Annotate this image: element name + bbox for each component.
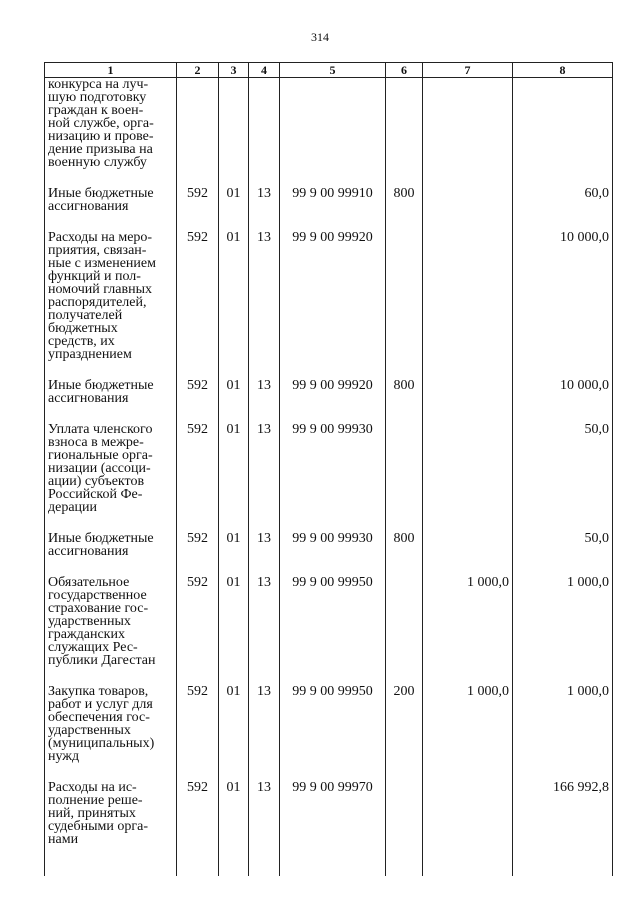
cell-name: Закупка товаров, работ и услуг для обеспечения гос- ударственных (муниципальных) нужд: [45, 685, 177, 763]
table-row: [45, 532, 613, 558]
spacer-cell: [280, 846, 386, 876]
spacer-cell: [386, 169, 423, 187]
spacer-cell: [45, 558, 177, 576]
cell-section: 01: [219, 423, 249, 514]
cell-amount-7: [423, 379, 513, 405]
spacer-cell: [249, 514, 280, 532]
cell-amount-7: [423, 187, 513, 213]
column-header-3: 3: [219, 63, 249, 78]
spacer-cell: [423, 667, 513, 685]
column-header-5: 5: [280, 63, 386, 78]
spacer-cell: [513, 213, 613, 231]
spacer-cell: [280, 169, 386, 187]
column-header-8: 8: [513, 63, 613, 78]
spacer-cell: [386, 667, 423, 685]
cell-code: 592: [177, 532, 219, 558]
spacer-cell: [249, 667, 280, 685]
spacer-cell: [280, 405, 386, 423]
spacer-cell: [177, 361, 219, 379]
row-spacer: [45, 405, 613, 423]
spacer-cell: [45, 667, 177, 685]
cell-subsection: 13: [249, 576, 280, 667]
row-spacer: [45, 213, 613, 231]
spacer-cell: [423, 558, 513, 576]
cell-amount-7: [423, 78, 513, 170]
spacer-cell: [219, 846, 249, 876]
spacer-cell: [280, 667, 386, 685]
spacer-cell: [423, 361, 513, 379]
cell-name: Расходы на меро- приятия, связан- ные с изменением функций и пол- номочий главных распорядителей, получателей бюджетных средств, их упразднением: [45, 231, 177, 361]
spacer-cell: [249, 558, 280, 576]
spacer-cell: [45, 213, 177, 231]
spacer-cell: [513, 514, 613, 532]
page-number: 314: [311, 30, 329, 44]
cell-subsection: 13: [249, 781, 280, 846]
row-spacer: [45, 514, 613, 532]
cell-subsection: 13: [249, 231, 280, 361]
spacer-cell: [45, 361, 177, 379]
spacer-cell: [219, 514, 249, 532]
cell-code: 592: [177, 187, 219, 213]
cell-section: 01: [219, 532, 249, 558]
cell-amount-7: [423, 231, 513, 361]
spacer-cell: [249, 846, 280, 876]
spacer-cell: [513, 846, 613, 876]
cell-amount-8: 50,0: [513, 532, 613, 558]
spacer-cell: [280, 763, 386, 781]
spacer-cell: [249, 361, 280, 379]
cell-amount-7: [423, 532, 513, 558]
spacer-cell: [177, 846, 219, 876]
table-row: [45, 685, 613, 763]
spacer-cell: [423, 846, 513, 876]
spacer-cell: [45, 169, 177, 187]
cell-amount-8: [513, 78, 613, 170]
spacer-cell: [423, 169, 513, 187]
cell-target-article: 99 9 00 99970: [280, 781, 386, 846]
cell-subsection: 13: [249, 532, 280, 558]
cell-code: 592: [177, 231, 219, 361]
cell-target-article: 99 9 00 99930: [280, 423, 386, 514]
budget-table: [44, 62, 613, 876]
table-row: [45, 576, 613, 667]
cell-section: [219, 78, 249, 170]
cell-amount-8: 50,0: [513, 423, 613, 514]
cell-subsection: 13: [249, 423, 280, 514]
cell-section: 01: [219, 685, 249, 763]
spacer-cell: [386, 558, 423, 576]
cell-expense-type: 800: [386, 379, 423, 405]
spacer-cell: [177, 514, 219, 532]
spacer-cell: [513, 763, 613, 781]
spacer-cell: [280, 514, 386, 532]
cell-code: [177, 78, 219, 170]
cell-expense-type: 200: [386, 685, 423, 763]
spacer-cell: [45, 405, 177, 423]
table-row: [45, 423, 613, 514]
cell-target-article: 99 9 00 99930: [280, 532, 386, 558]
cell-subsection: 13: [249, 187, 280, 213]
cell-section: 01: [219, 379, 249, 405]
cell-amount-8: 1 000,0: [513, 685, 613, 763]
spacer-cell: [423, 763, 513, 781]
spacer-cell: [177, 558, 219, 576]
row-spacer: [45, 558, 613, 576]
spacer-cell: [423, 514, 513, 532]
spacer-cell: [386, 361, 423, 379]
row-spacer: [45, 169, 613, 187]
cell-code: 592: [177, 379, 219, 405]
cell-amount-7: [423, 423, 513, 514]
cell-name: Уплата членского взноса в межре- гиональные орга- низации (ассоци- ации) субъектов Российской Фе- дерации: [45, 423, 177, 514]
spacer-cell: [177, 213, 219, 231]
spacer-cell: [177, 405, 219, 423]
row-spacer: [45, 846, 613, 876]
spacer-cell: [249, 405, 280, 423]
column-header-6: 6: [386, 63, 423, 78]
cell-code: 592: [177, 576, 219, 667]
spacer-cell: [280, 361, 386, 379]
cell-name: конкурса на луч- шую подготовку граждан к воен- ной службе, орга- низацию и прове- дение призыва на военную службу: [45, 78, 177, 170]
table-row: [45, 379, 613, 405]
cell-name: Обязательное государственное страхование гос- ударственных гражданских служащих Рес- публики Дагестан: [45, 576, 177, 667]
spacer-cell: [219, 169, 249, 187]
cell-expense-type: 800: [386, 187, 423, 213]
cell-expense-type: [386, 781, 423, 846]
spacer-cell: [249, 169, 280, 187]
table-row: [45, 231, 613, 361]
column-header-1: 1: [45, 63, 177, 78]
cell-section: 01: [219, 187, 249, 213]
cell-target-article: 99 9 00 99920: [280, 231, 386, 361]
spacer-cell: [219, 405, 249, 423]
cell-expense-type: [386, 423, 423, 514]
cell-expense-type: 800: [386, 532, 423, 558]
table-row: [45, 78, 613, 170]
spacer-cell: [513, 361, 613, 379]
spacer-cell: [45, 846, 177, 876]
table-row: [45, 781, 613, 846]
row-spacer: [45, 763, 613, 781]
spacer-cell: [249, 763, 280, 781]
cell-amount-8: 1 000,0: [513, 576, 613, 667]
spacer-cell: [513, 405, 613, 423]
spacer-cell: [45, 514, 177, 532]
row-spacer: [45, 361, 613, 379]
spacer-cell: [423, 213, 513, 231]
column-header-2: 2: [177, 63, 219, 78]
cell-target-article: 99 9 00 99950: [280, 685, 386, 763]
spacer-cell: [386, 405, 423, 423]
cell-target-article: 99 9 00 99920: [280, 379, 386, 405]
spacer-cell: [249, 213, 280, 231]
spacer-cell: [45, 763, 177, 781]
cell-amount-7: [423, 781, 513, 846]
cell-section: 01: [219, 576, 249, 667]
table-header-row: [45, 63, 613, 78]
cell-amount-8: 10 000,0: [513, 231, 613, 361]
cell-amount-7: 1 000,0: [423, 576, 513, 667]
cell-expense-type: [386, 78, 423, 170]
table-row: [45, 187, 613, 213]
spacer-cell: [219, 763, 249, 781]
cell-amount-8: 60,0: [513, 187, 613, 213]
spacer-cell: [280, 558, 386, 576]
cell-name: Иные бюджетные ассигнования: [45, 379, 177, 405]
cell-section: 01: [219, 231, 249, 361]
spacer-cell: [219, 558, 249, 576]
spacer-cell: [219, 361, 249, 379]
cell-target-article: [280, 78, 386, 170]
cell-subsection: 13: [249, 379, 280, 405]
cell-target-article: 99 9 00 99910: [280, 187, 386, 213]
cell-amount-8: 166 992,8: [513, 781, 613, 846]
cell-amount-8: 10 000,0: [513, 379, 613, 405]
cell-subsection: 13: [249, 685, 280, 763]
cell-amount-7: 1 000,0: [423, 685, 513, 763]
spacer-cell: [177, 169, 219, 187]
cell-expense-type: [386, 231, 423, 361]
spacer-cell: [386, 514, 423, 532]
cell-expense-type: [386, 576, 423, 667]
cell-code: 592: [177, 685, 219, 763]
cell-code: 592: [177, 781, 219, 846]
spacer-cell: [513, 667, 613, 685]
spacer-cell: [423, 405, 513, 423]
spacer-cell: [177, 763, 219, 781]
spacer-cell: [177, 667, 219, 685]
spacer-cell: [219, 667, 249, 685]
spacer-cell: [513, 558, 613, 576]
cell-name: Иные бюджетные ассигнования: [45, 187, 177, 213]
cell-target-article: 99 9 00 99950: [280, 576, 386, 667]
cell-section: 01: [219, 781, 249, 846]
spacer-cell: [386, 213, 423, 231]
column-header-4: 4: [249, 63, 280, 78]
cell-code: 592: [177, 423, 219, 514]
row-spacer: [45, 667, 613, 685]
column-header-7: 7: [423, 63, 513, 78]
spacer-cell: [386, 846, 423, 876]
cell-name: Расходы на ис- полнение реше- ний, принятых судебными орга- нами: [45, 781, 177, 846]
spacer-cell: [219, 213, 249, 231]
cell-name: Иные бюджетные ассигнования: [45, 532, 177, 558]
spacer-cell: [386, 763, 423, 781]
spacer-cell: [280, 213, 386, 231]
spacer-cell: [513, 169, 613, 187]
cell-subsection: [249, 78, 280, 170]
